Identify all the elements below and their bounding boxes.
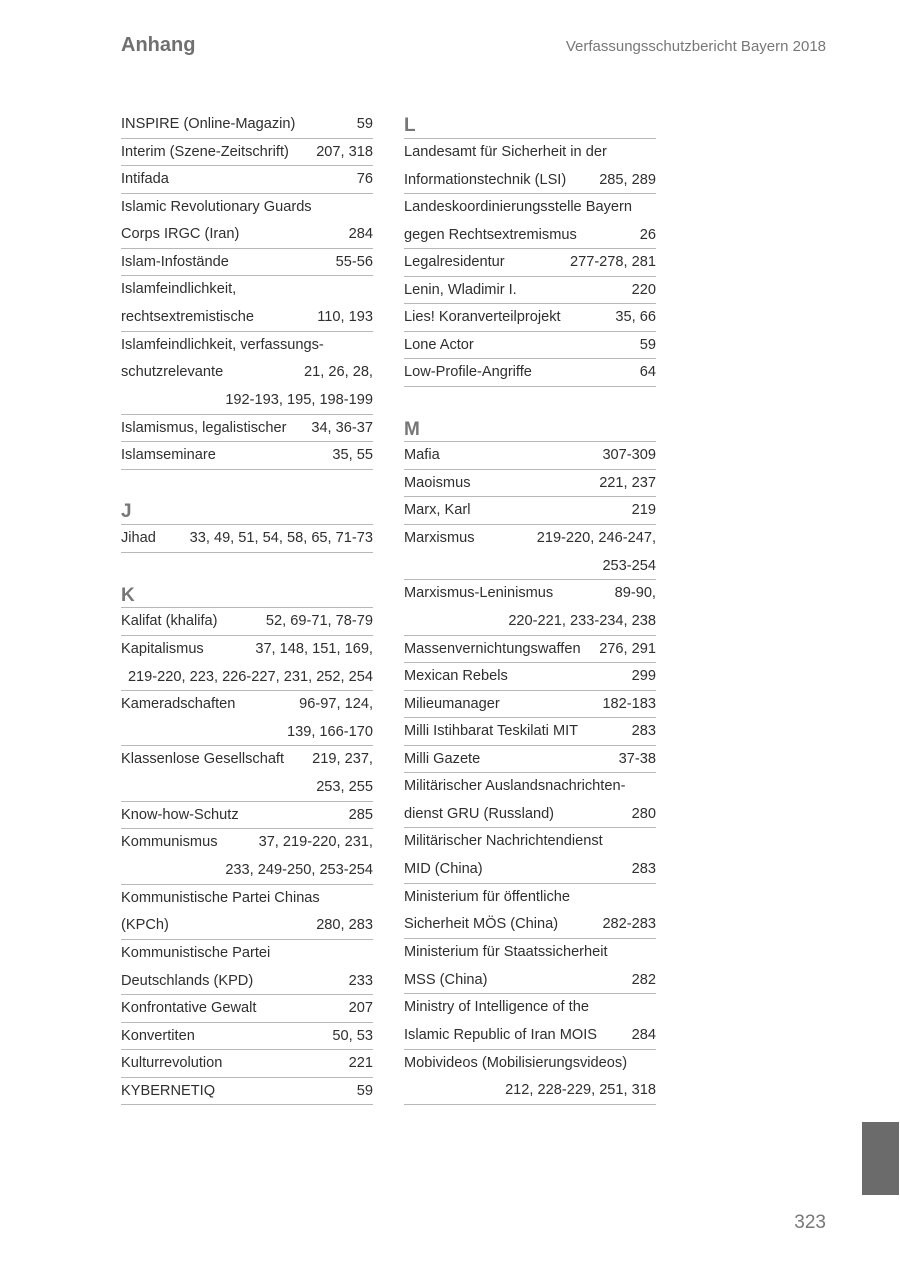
entry-line xyxy=(121,912,373,939)
entry-line xyxy=(121,1023,373,1050)
index-entry xyxy=(404,1050,656,1105)
entry-line xyxy=(121,525,373,552)
index-entry xyxy=(121,111,373,139)
entry-line xyxy=(404,828,656,856)
entry-pages: 219 xyxy=(631,502,656,519)
spacer xyxy=(121,553,373,581)
entry-term: Informationstechnik (LSI) xyxy=(404,171,567,188)
entry-pages: 282-283 xyxy=(602,916,656,933)
entry-term: KYBERNETIQ xyxy=(121,1082,216,1099)
entry-line xyxy=(121,636,373,664)
index-entry xyxy=(121,608,373,636)
index-entry xyxy=(121,276,373,331)
entry-term: Militärischer Auslandsnachrichten- xyxy=(404,778,626,795)
index-entry xyxy=(404,580,656,635)
entry-term: Mafia xyxy=(404,447,440,464)
entry-term: MSS (China) xyxy=(404,971,488,988)
entry-pages: 37-38 xyxy=(618,750,656,767)
index-entry xyxy=(121,415,373,443)
entry-line xyxy=(121,415,373,442)
entry-line xyxy=(121,249,373,276)
index-entry xyxy=(121,995,373,1023)
entry-line xyxy=(121,664,373,691)
index-entry xyxy=(404,139,656,194)
entry-term: Deutschlands (KPD) xyxy=(121,972,254,989)
entry-pages: 59 xyxy=(356,116,373,132)
index-entry xyxy=(404,718,656,746)
entry-line xyxy=(404,525,656,553)
entry-line xyxy=(404,442,656,469)
entry-pages: 221 xyxy=(348,1055,373,1072)
index-entry xyxy=(121,885,373,940)
entry-pages: 37, 219-220, 231, xyxy=(258,834,373,851)
index-entry xyxy=(121,194,373,249)
entry-term: Ministerium für öffentliche xyxy=(404,888,571,905)
entry-pages: 276, 291 xyxy=(599,640,656,657)
index-entry xyxy=(121,829,373,884)
entry-pages: 110, 193 xyxy=(317,309,373,326)
entry-line xyxy=(404,1077,656,1104)
entry-pages: 76 xyxy=(356,171,373,187)
entry-line xyxy=(404,967,656,994)
entry-line xyxy=(121,774,373,801)
entry-term: Marx, Karl xyxy=(404,502,471,519)
spacer xyxy=(121,470,373,498)
entry-pages: 207 xyxy=(348,1000,373,1017)
index-entry xyxy=(121,139,373,167)
entry-term: Klassenlose Gesellschaft xyxy=(121,751,285,768)
index-entry xyxy=(404,249,656,277)
index-entry xyxy=(404,994,656,1049)
entry-pages: 35, 55 xyxy=(332,447,373,464)
index-entry xyxy=(404,304,656,332)
entry-pages: 35, 66 xyxy=(615,309,656,326)
entry-pages: 26 xyxy=(639,226,656,243)
entry-term: Milieumanager xyxy=(404,695,500,712)
entry-line xyxy=(404,856,656,883)
entry-term: Milli Istihbarat Teskilati MIT xyxy=(404,723,579,740)
entry-pages: 182-183 xyxy=(602,695,656,712)
entry-line xyxy=(404,663,656,690)
page-number: 323 xyxy=(794,1212,826,1233)
entry-pages: 221, 237 xyxy=(599,474,656,491)
entry-pages: 253, 255 xyxy=(316,779,373,796)
letter-heading: J xyxy=(121,497,373,525)
entry-term: Landesamt für Sicherheit in der xyxy=(404,143,607,160)
entry-term: Know-how-Schutz xyxy=(121,806,239,823)
index-column-left xyxy=(121,111,373,1105)
entry-pages: 220 xyxy=(631,281,656,298)
entry-pages: 219-220, 246-247, xyxy=(536,529,656,546)
entry-pages: 50, 53 xyxy=(332,1027,373,1044)
entry-pages: 37, 148, 151, 169, xyxy=(255,640,373,657)
entry-term: MID (China) xyxy=(404,861,483,878)
entry-line xyxy=(121,276,373,304)
entry-line xyxy=(121,802,373,829)
entry-line xyxy=(404,911,656,938)
entry-line xyxy=(404,636,656,663)
entry-term: Corps IRGC (Iran) xyxy=(121,226,240,243)
entry-term: Interim (Szene-Zeitschrift) xyxy=(121,143,289,160)
entry-term: Legalresidentur xyxy=(404,254,505,271)
index-entry xyxy=(121,249,373,277)
section-title: Anhang xyxy=(121,34,196,56)
entry-line xyxy=(404,167,656,194)
entry-term: Lone Actor xyxy=(404,336,474,353)
entry-pages: 64 xyxy=(639,364,656,381)
index-entry xyxy=(404,359,656,387)
entry-term: Marxismus-Leninismus xyxy=(404,585,554,602)
entry-line xyxy=(404,884,656,912)
entry-term: Islamic Republic of Iran MOIS xyxy=(404,1027,598,1044)
index-entry xyxy=(404,746,656,774)
entry-term: Massenvernichtungswaffen xyxy=(404,640,581,657)
entry-pages: 55-56 xyxy=(335,253,373,270)
entry-pages: 219, 237, xyxy=(312,751,373,768)
index-column-right xyxy=(404,111,656,1105)
entry-term: Islamfeindlichkeit, verfassungs- xyxy=(121,336,324,353)
entry-term: Kulturrevolution xyxy=(121,1055,223,1072)
entry-pages: 283 xyxy=(631,861,656,878)
entry-line xyxy=(121,139,373,166)
index-entry xyxy=(121,940,373,995)
entry-line xyxy=(121,995,373,1022)
entry-pages: 283 xyxy=(631,723,656,740)
entry-pages: 33, 49, 51, 54, 58, 65, 71-73 xyxy=(189,530,373,547)
entry-pages: 96-97, 124, xyxy=(299,696,373,713)
entry-term: Milli Gazete xyxy=(404,750,481,767)
entry-line xyxy=(404,470,656,497)
entry-line xyxy=(121,387,373,414)
entry-pages: 284 xyxy=(631,1027,656,1044)
entry-pages: 219-220, 223, 226-227, 231, 252, 254 xyxy=(127,668,373,685)
entry-pages: 233 xyxy=(348,972,373,989)
entry-term: Islamismus, legalistischer xyxy=(121,419,287,436)
entry-pages: 277-278, 281 xyxy=(569,254,656,271)
entry-line xyxy=(404,994,656,1022)
entry-line xyxy=(404,1022,656,1049)
spacer xyxy=(404,387,656,415)
index-entry xyxy=(404,828,656,883)
entry-term: schutzrelevante xyxy=(121,364,224,381)
entry-term: Ministerium für Staatssicherheit xyxy=(404,943,608,960)
entry-line xyxy=(121,885,373,913)
entry-line xyxy=(404,497,656,524)
entry-line xyxy=(121,829,373,857)
entry-term: Landeskoordinierungsstelle Bayern xyxy=(404,199,632,216)
index-entry xyxy=(121,636,373,691)
entry-term: Kapitalismus xyxy=(121,640,204,657)
entry-line xyxy=(404,1050,656,1078)
entry-term: Low-Profile-Angriffe xyxy=(404,364,532,381)
entry-line xyxy=(404,222,656,249)
entry-term: Maoismus xyxy=(404,474,471,491)
letter-heading: L xyxy=(404,111,656,139)
entry-pages: 52, 69-71, 78-79 xyxy=(265,613,373,630)
index-entry xyxy=(404,939,656,994)
index-entry xyxy=(404,636,656,664)
entry-term: Islamfeindlichkeit, xyxy=(121,281,237,298)
index-entry xyxy=(404,773,656,828)
entry-term: Islam-Infostände xyxy=(121,253,229,270)
entry-term: Militärischer Nachrichtendienst xyxy=(404,833,603,850)
index-entry xyxy=(121,746,373,801)
index-entry xyxy=(404,525,656,580)
index-entry xyxy=(121,525,373,553)
publication-title: Verfassungsschutzbericht Bayern 2018 xyxy=(565,38,826,55)
index-entry xyxy=(121,1023,373,1051)
entry-pages: 139, 166-170 xyxy=(286,723,373,740)
index-entry xyxy=(404,277,656,305)
index-entry xyxy=(404,497,656,525)
entry-pages: 285, 289 xyxy=(599,171,656,188)
entry-line xyxy=(121,857,373,884)
letter-heading: K xyxy=(121,581,373,609)
index-entry xyxy=(404,442,656,470)
entry-term: Lenin, Wladimir I. xyxy=(404,281,517,298)
entry-pages: 212, 228-229, 251, 318 xyxy=(505,1082,656,1099)
entry-line xyxy=(121,332,373,360)
entry-term: Islamic Revolutionary Guards xyxy=(121,198,312,215)
entry-pages: 280, 283 xyxy=(316,917,373,934)
entry-term: Mobivideos (Mobilisierungsvideos) xyxy=(404,1054,628,1071)
entry-line xyxy=(121,968,373,995)
entry-line xyxy=(121,746,373,774)
entry-line xyxy=(404,553,656,580)
entry-line xyxy=(121,442,373,469)
entry-term: Ministry of Intelligence of the xyxy=(404,999,589,1016)
entry-line xyxy=(404,332,656,359)
entry-pages: 299 xyxy=(631,668,656,685)
entry-pages: 59 xyxy=(639,336,656,353)
index-entry xyxy=(404,470,656,498)
entry-line xyxy=(404,194,656,222)
entry-pages: 282 xyxy=(631,971,656,988)
entry-line xyxy=(121,719,373,746)
entry-term: Kameradschaften xyxy=(121,696,236,713)
index-entry xyxy=(121,691,373,746)
entry-term: Mexican Rebels xyxy=(404,668,508,685)
entry-line xyxy=(404,608,656,635)
entry-line xyxy=(404,249,656,276)
index-entry xyxy=(121,802,373,830)
entry-line xyxy=(404,718,656,745)
entry-pages: 284 xyxy=(348,226,373,243)
entry-pages: 21, 26, 28, xyxy=(304,364,373,381)
entry-line xyxy=(121,194,373,222)
entry-term: Kommunistische Partei xyxy=(121,944,271,961)
entry-term: Islamseminare xyxy=(121,447,216,464)
entry-term: INSPIRE (Online-Magazin) xyxy=(121,116,296,132)
entry-pages: 280 xyxy=(631,805,656,822)
index-entry xyxy=(404,194,656,249)
index-entry xyxy=(121,442,373,470)
entry-pages: 253-254 xyxy=(602,557,656,574)
entry-line xyxy=(404,304,656,331)
entry-line xyxy=(121,304,373,331)
index-entry xyxy=(121,332,373,415)
entry-line xyxy=(404,359,656,386)
entry-term: (KPCh) xyxy=(121,917,169,934)
entry-line xyxy=(404,277,656,304)
entry-line xyxy=(121,940,373,968)
entry-term: rechtsextremistische xyxy=(121,309,255,326)
entry-line xyxy=(121,608,373,635)
chapter-tab-marker xyxy=(862,1122,899,1195)
entry-pages: 307-309 xyxy=(602,447,656,464)
entry-line xyxy=(404,801,656,828)
entry-term: gegen Rechtsextremismus xyxy=(404,226,577,243)
entry-line xyxy=(121,221,373,248)
entry-pages: 207, 318 xyxy=(316,143,373,160)
entry-term: Lies! Koranverteilprojekt xyxy=(404,309,561,326)
index-entry xyxy=(404,663,656,691)
index-entry xyxy=(404,691,656,719)
index-entry xyxy=(121,1050,373,1078)
entry-term: Kommunismus xyxy=(121,834,218,851)
entry-line xyxy=(121,359,373,387)
letter-heading: M xyxy=(404,415,656,443)
entry-term: Konvertiten xyxy=(121,1027,195,1044)
entry-line xyxy=(404,139,656,167)
entry-pages: 285 xyxy=(348,806,373,823)
index-entry xyxy=(404,332,656,360)
index-entry xyxy=(121,166,373,194)
entry-line xyxy=(121,691,373,719)
entry-line xyxy=(404,691,656,718)
entry-term: Konfrontative Gewalt xyxy=(121,1000,257,1017)
entry-line xyxy=(404,773,656,801)
index-entry xyxy=(404,884,656,939)
entry-line xyxy=(121,166,373,193)
entry-term: Kalifat (khalifa) xyxy=(121,613,218,630)
index-entry xyxy=(121,1078,373,1106)
entry-term: Intifada xyxy=(121,171,169,187)
entry-line xyxy=(404,580,656,608)
entry-line xyxy=(404,939,656,967)
entry-term: Marxismus xyxy=(404,529,475,546)
entry-line xyxy=(121,111,373,138)
entry-line xyxy=(121,1078,373,1105)
entry-term: Sicherheit MÖS (China) xyxy=(404,916,559,933)
entry-pages: 34, 36-37 xyxy=(311,419,373,436)
entry-term: dienst GRU (Russland) xyxy=(404,805,555,822)
entry-line xyxy=(404,746,656,773)
entry-pages: 192-193, 195, 198-199 xyxy=(225,392,373,409)
entry-pages: 89-90, xyxy=(614,585,656,602)
entry-pages: 59 xyxy=(356,1082,373,1099)
entry-pages: 220-221, 233-234, 238 xyxy=(508,613,656,630)
entry-line xyxy=(121,1050,373,1077)
entry-term: Kommunistische Partei Chinas xyxy=(121,889,320,906)
entry-term: Jihad xyxy=(121,530,156,547)
entry-pages: 233, 249-250, 253-254 xyxy=(225,862,373,879)
